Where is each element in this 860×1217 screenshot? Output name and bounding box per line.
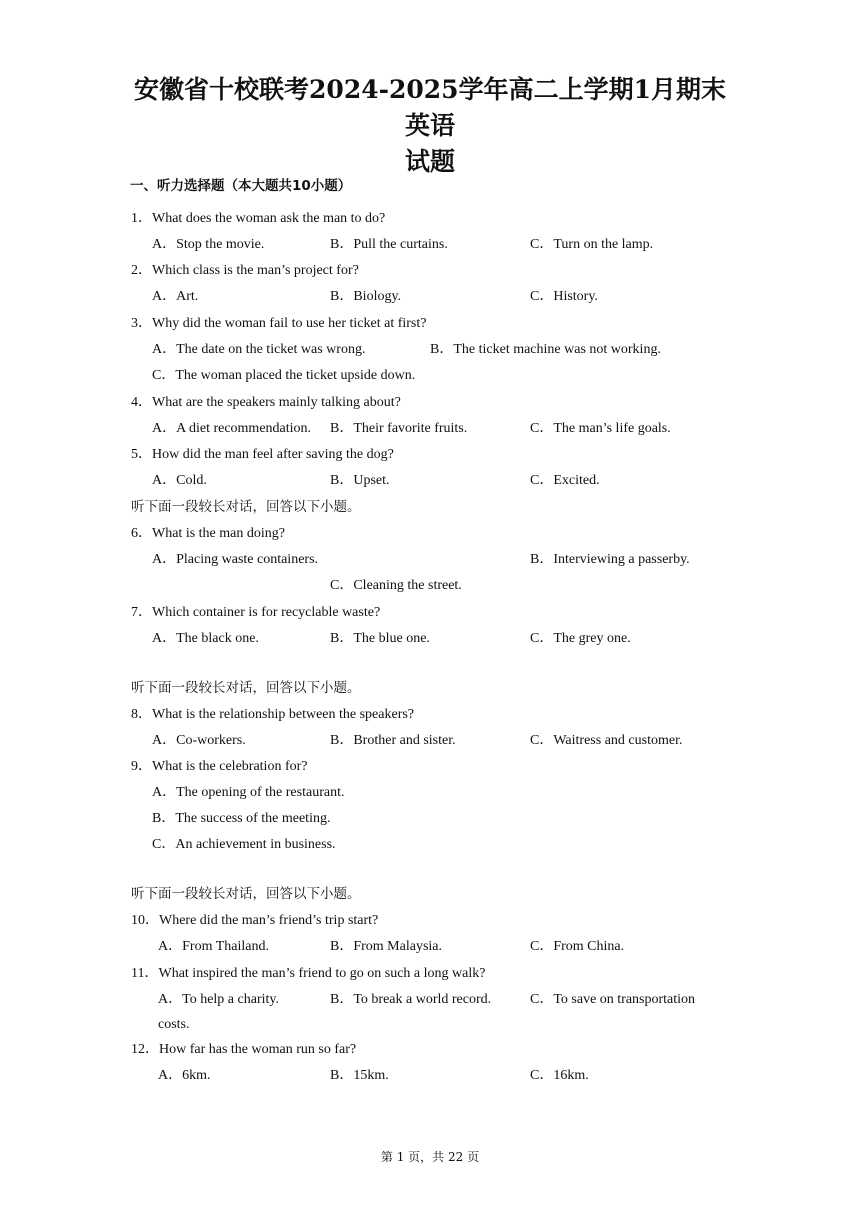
question-4-option-c: C．The man’s life goals. <box>530 421 671 436</box>
document-title <box>130 72 730 180</box>
question-6-stem: 6．What is the man doing? <box>131 526 285 541</box>
question-10-stem: 10．Where did the man’s friend’s trip start? <box>131 913 379 928</box>
question-7-option-c: C．The grey one. <box>530 631 631 646</box>
question-1-option-a: A．Stop the movie. <box>152 237 265 252</box>
question-3-option-b: B．The ticket machine was not working. <box>430 342 661 357</box>
question-10-option-b: B．From Malaysia. <box>330 939 442 954</box>
question-12-option-b: B．15km. <box>330 1068 389 1083</box>
question-5-option-c: C．Excited. <box>530 473 600 488</box>
question-11-stem: 11．What inspired the man’s friend to go on such a long walk? <box>131 966 486 981</box>
question-9-stem: 9．What is the celebration for? <box>131 759 308 774</box>
title-line-2: 试题 <box>404 147 455 176</box>
question-3-stem: 3．Why did the woman fail to use her ticket at first? <box>131 316 427 331</box>
question-8-stem: 8．What is the relationship between the speakers? <box>131 707 415 722</box>
question-8-option-a: A．Co-workers. <box>152 733 246 748</box>
question-5-option-b: B．Upset. <box>330 473 390 488</box>
question-1-option-b: B．Pull the curtains. <box>330 237 448 252</box>
question-11-option-c-continued: costs. <box>158 1017 190 1032</box>
question-12-option-c: C．16km. <box>530 1068 589 1083</box>
question-1-stem: 1．What does the woman ask the man to do? <box>131 211 386 226</box>
question-8-option-c: C．Waitress and customer. <box>530 733 683 748</box>
listening-instruction: 听下面一段较长对话，回答以下小题。 <box>131 886 361 902</box>
question-6-option-b: B．Interviewing a passerby. <box>530 552 690 567</box>
question-12-option-a: A．6km. <box>158 1068 211 1083</box>
title-line-1: 安徽省十校联考2024-2025学年高二上学期1月期末英语 <box>134 75 726 140</box>
question-9-option-c: C．An achievement in business. <box>152 837 336 852</box>
question-6-option-c: C．Cleaning the street. <box>330 578 462 593</box>
question-5-stem: 5．How did the man feel after saving the dog? <box>131 447 394 462</box>
listening-instruction: 听下面一段较长对话，回答以下小题。 <box>131 680 361 696</box>
question-9-option-b: B．The success of the meeting. <box>152 811 331 826</box>
question-8-option-b: B．Brother and sister. <box>330 733 456 748</box>
question-4-option-b: B．Their favorite fruits. <box>330 421 468 436</box>
question-4-stem: 4．What are the speakers mainly talking about? <box>131 395 401 410</box>
listening-instruction: 听下面一段较长对话，回答以下小题。 <box>131 499 361 515</box>
question-3-option-a: A．The date on the ticket was wrong. <box>152 342 366 357</box>
question-11-option-a: A．To help a charity. <box>158 992 279 1007</box>
question-2-option-a: A．Art. <box>152 289 199 304</box>
question-9-option-a: A．The opening of the restaurant. <box>152 785 345 800</box>
question-3-option-c: C．The woman placed the ticket upside down. <box>152 368 416 383</box>
question-2-option-c: C．History. <box>530 289 598 304</box>
question-2-stem: 2．Which class is the man’s project for? <box>131 263 359 278</box>
question-11-option-c: C．To save on transportation <box>530 992 696 1007</box>
question-5-option-a: A．Cold. <box>152 473 207 488</box>
question-7-option-a: A．The black one. <box>152 631 259 646</box>
question-11-option-b: B．To break a world record. <box>330 992 492 1007</box>
question-4-option-a: A．A diet recommendation. <box>152 421 312 436</box>
question-10-option-c: C．From China. <box>530 939 625 954</box>
section-heading: 一、听力选择题（本大题共10小题） <box>130 178 352 194</box>
question-2-option-b: B．Biology. <box>330 289 402 304</box>
question-10-option-a: A．From Thailand. <box>158 939 269 954</box>
question-6-option-a: A．Placing waste containers. <box>152 552 319 567</box>
question-12-stem: 12．How far has the woman run so far? <box>131 1042 357 1057</box>
question-1-option-c: C．Turn on the lamp. <box>530 237 654 252</box>
question-7-stem: 7．Which container is for recyclable waste? <box>131 605 381 620</box>
question-7-option-b: B．The blue one. <box>330 631 430 646</box>
page-footer: 第 1 页，共 22 页 <box>380 1150 480 1164</box>
